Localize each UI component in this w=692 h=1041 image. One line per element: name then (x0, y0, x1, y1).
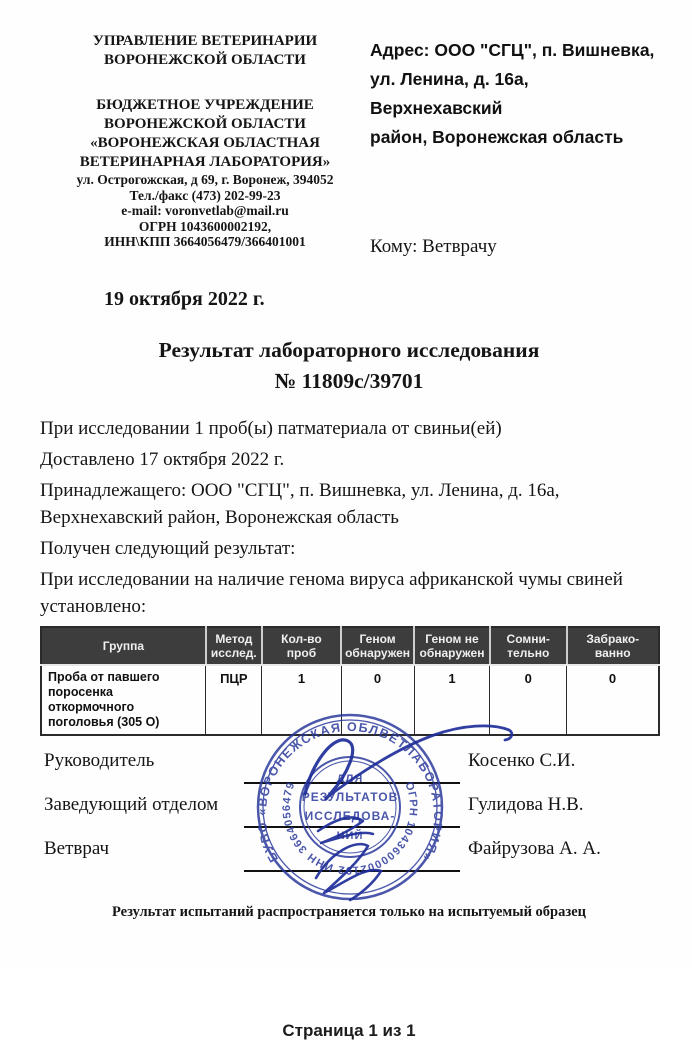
department-name-line: ВОРОНЕЖСКОЙ ОБЛАСТИ (104, 52, 306, 68)
body-text (40, 415, 658, 620)
stamp-ring-text-outer: БУВО «ВОРОНЕЖСКАЯ ОБЛВЕТЛАБОРАТОРИЯ» (254, 719, 446, 865)
institution-name-line: «ВОРОНЕЖСКАЯ ОБЛАСТНАЯ (90, 135, 320, 151)
signature-role: Заведующий отделом (44, 794, 219, 815)
results-table (40, 626, 660, 736)
document-title (40, 335, 658, 397)
paragraph-sample-info: При исследовании 1 проб(ы) патматериала от свиньи(ей) (40, 418, 502, 439)
col-header-genome-detected: Геном обнаружен (341, 627, 414, 665)
institution-name-line: ВОРОНЕЖСКОЙ ОБЛАСТИ (104, 116, 306, 132)
client-address-line: район, Воронежская область (370, 127, 624, 147)
stamp-center-text: РЕЗУЛЬТАТОВ (301, 790, 399, 804)
lab-inn-kpp: ИНН\КПП 3664056479/366401001 (104, 234, 306, 249)
document-number: № 11809с/39701 (274, 369, 424, 393)
document-title-line1: Результат лабораторного исследования (158, 338, 540, 362)
signature-line (244, 782, 460, 784)
cell-sample-count: 1 (262, 665, 341, 735)
col-header-genome-not-detected: Геном не обнаружен (414, 627, 490, 665)
stamp-center-text: ДЛЯ (336, 773, 364, 785)
col-header-rejected: Забрако-ванно (567, 627, 660, 665)
page-number: Страница 1 из 1 (282, 1021, 416, 1040)
signature-line (244, 870, 460, 872)
disclaimer-note: Результат испытаний распространяется только на испытуемый образец (111, 904, 586, 920)
addressee: Кому: Ветврачу (370, 236, 497, 257)
letterhead-right (370, 32, 658, 258)
stamp-center-text: ИССЛЕДОВА- (304, 809, 396, 823)
lab-phone: Тел./факс (473) 202-99-23 (129, 187, 281, 203)
cell-genome-detected: 0 (341, 665, 414, 735)
paragraph-delivery-date: Доставлено 17 октября 2022 г. (40, 449, 285, 470)
institution-name-line: БЮДЖЕТНОЕ УЧРЕЖДЕНИЕ (96, 97, 314, 113)
document-date: 19 октября 2022 г. (104, 288, 265, 310)
signature-line (244, 826, 460, 828)
stamp-center-text: НИЙ (336, 830, 364, 842)
lab-street-address: ул. Острогожская, д 69, г. Воронеж, 394052 (76, 172, 334, 187)
col-header-sample-count: Кол-во проб (262, 627, 341, 665)
cell-group: Проба от павшего поросенка откормочного поголовья (305 О) (41, 665, 206, 735)
paragraph-owner: Принадлежащего: ООО "СГЦ", п. Вишневка, ул. Ленина, д. 16а, Верхнехавский район, Воронежская область (40, 480, 560, 528)
spacer (40, 70, 370, 96)
table-row (41, 665, 659, 735)
signature-block (40, 719, 658, 898)
cell-method: ПЦР (206, 665, 262, 735)
signature-name: Файрузова А. А. (468, 838, 601, 859)
signature-role: Ветврач (44, 838, 110, 859)
institution-name-line: ВЕТЕРИНАРНАЯ ЛАБОРАТОРИЯ» (79, 154, 331, 170)
paragraph-result-intro: Получен следующий результат: (40, 538, 296, 559)
signature-row-director (40, 750, 658, 794)
signature-name: Косенко С.И. (468, 750, 576, 771)
lab-email: e-mail: voronvetlab@mail.ru (121, 203, 289, 218)
signature-name: Гулидова Н.В. (468, 794, 584, 815)
cell-rejected: 0 (567, 665, 660, 735)
cell-genome-not-detected: 1 (414, 665, 490, 735)
letterhead (40, 32, 658, 258)
letterhead-left (40, 32, 370, 258)
col-header-doubtful: Сомни-тельно (490, 627, 567, 665)
cell-doubtful: 0 (490, 665, 567, 735)
signature-row-head-of-department (40, 794, 658, 838)
col-header-group: Группа (41, 627, 206, 665)
table-header-row (41, 627, 659, 665)
stamp-ring-text-inner: ОГРН 1043600002192 ИНН 3664056479 (280, 780, 420, 877)
department-name-line: УПРАВЛЕНИЕ ВЕТЕРИНАРИИ (92, 33, 318, 49)
client-address-line: ул. Ленина, д. 16а, Верхнехавский (370, 69, 529, 118)
client-address-line: Адрес: ООО "СГЦ", п. Вишневка, (370, 40, 655, 60)
signature-role: Руководитель (44, 750, 155, 771)
signature-row-veterinarian (40, 838, 658, 882)
col-header-method: Метод исслед. (206, 627, 262, 665)
lab-ogrn: ОГРН 1043600002192, (138, 218, 272, 234)
paragraph-test-description: При исследовании на наличие генома вируса африканской чумы свиней установлено: (40, 569, 623, 617)
